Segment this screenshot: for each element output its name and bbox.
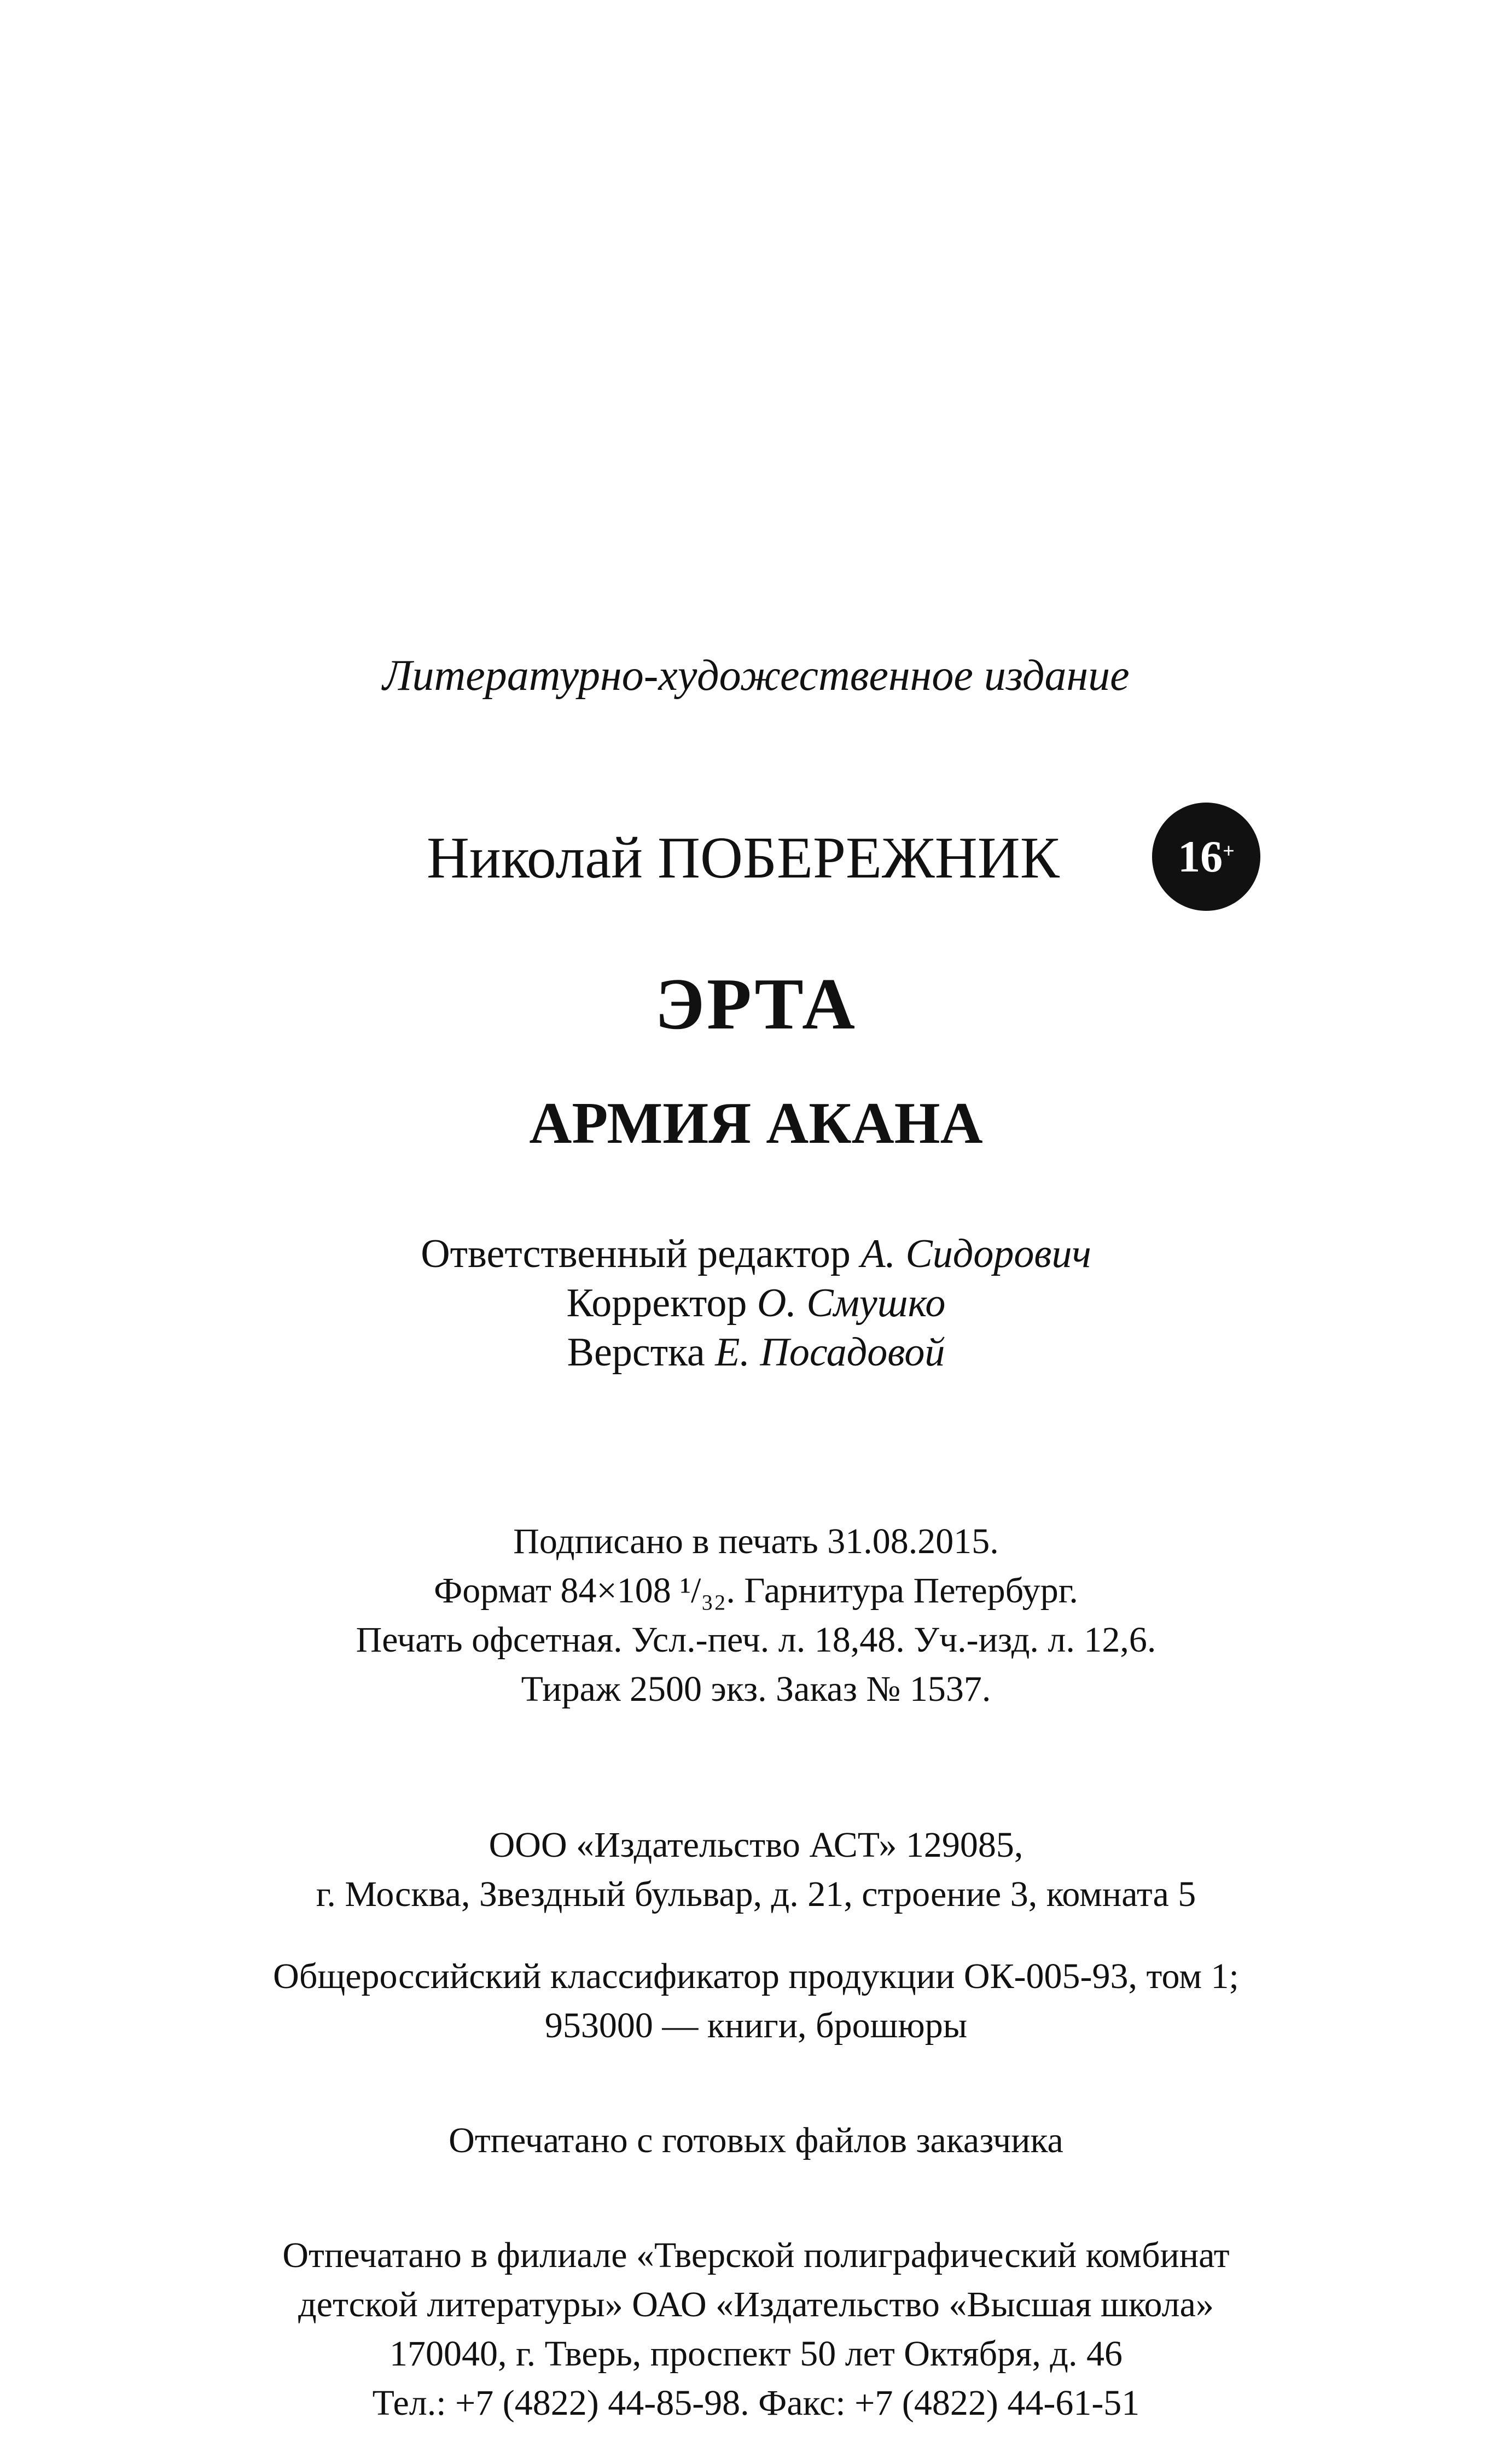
imprint-line: Формат 84×108 ¹/₃₂. Гарнитура Петербург. — [434, 1571, 1078, 1611]
credit-role: Верстка — [567, 1330, 716, 1375]
printer-line: детской литературы» ОАО «Издательство «Высшая школа» — [298, 2285, 1214, 2324]
book-subtitle: АРМИЯ АКАНА — [529, 1091, 983, 1156]
age-rating-number: 16 — [1178, 832, 1223, 881]
printer-line: 170040, г. Тверь, проспект 50 лет Октября, д. 46 — [389, 2334, 1123, 2374]
imprint-line: Подписано в печать 31.08.2015. — [513, 1521, 999, 1561]
printed-from-note: Отпечатано с готовых файлов заказчика — [449, 2120, 1063, 2160]
imprint-line: Печать офсетная. Усл.-печ. л. 18,48. Уч.-изд. л. 12,6. — [356, 1620, 1156, 1660]
printer-line: Тел.: +7 (4822) 44-85-98. Факс: +7 (4822) 44-61-51 — [372, 2383, 1140, 2423]
credit-role: Ответственный редактор — [421, 1231, 861, 1276]
publisher-line: ООО «Издательство АСТ» 129085, — [489, 1825, 1023, 1865]
printer-line: Отпечатано в филиале «Тверской полиграфический комбинат — [282, 2235, 1230, 2275]
book-title: ЭРТА — [655, 963, 857, 1044]
classifier-line: Общероссийский классификатор продукции ОК-005-93, том 1; — [273, 1956, 1239, 1996]
age-rating-plus: + — [1223, 840, 1235, 863]
credit-person: О. Смушко — [757, 1281, 946, 1326]
genre-label: Литературно-художественное издание — [382, 652, 1130, 700]
publisher-line: г. Москва, Звездный бульвар, д. 21, строение 3, комната 5 — [316, 1874, 1196, 1914]
credit-person: А. Сидорович — [860, 1231, 1091, 1276]
credit-proofreader — [0, 1281, 1512, 1326]
credit-layout — [0, 1332, 1512, 1373]
classifier-line: 953000 — книги, брошюры — [544, 2006, 968, 2045]
credit-role: Корректор — [566, 1281, 757, 1326]
credit-person: Е. Посадовой — [715, 1330, 945, 1375]
credit-editor — [0, 1231, 1512, 1276]
imprint-line: Тираж 2500 экз. Заказ № 1537. — [521, 1669, 991, 1709]
author-name: Николай ПОБЕРЕЖНИК — [427, 826, 1060, 891]
age-rating-badge — [1152, 803, 1260, 911]
